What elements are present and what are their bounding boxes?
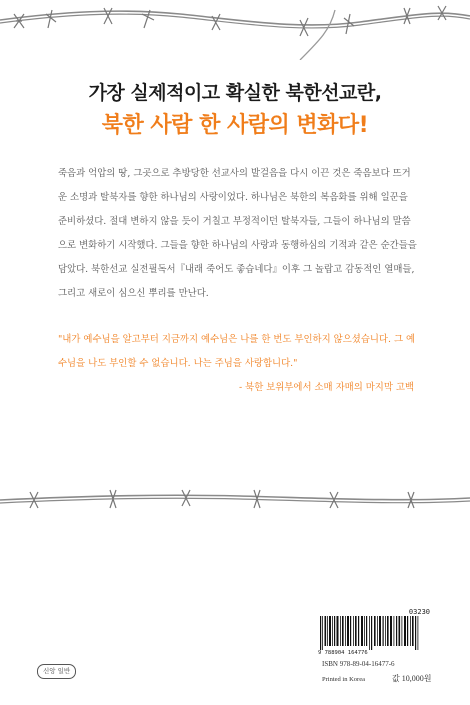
body-line: 운 소명과 탈북자를 향한 하나님의 사랑이었다. 하나님은 북한의 복음화를 위해 일꾼을 <box>58 192 408 203</box>
headline-accent: 북한 사람 한 사람의 변화다! <box>101 113 369 138</box>
body-line: 담았다. 북한선교 실전필독서『내래 죽어도 좋습네다』이후 그 놀랍고 감동적인 열매들, <box>58 264 415 275</box>
category-badge: 신앙 일반 <box>37 664 76 679</box>
isbn-number: ISBN 978-89-04-16477-6 <box>322 660 395 668</box>
barcode-digits: 9 788904 164776 <box>318 650 368 656</box>
quote-line: "내가 예수님을 알고부터 지금까지 예수님은 나를 한 번도 부인하지 않으셨습니다. 그 예 <box>58 334 416 345</box>
barbed-wire-bottom <box>0 470 470 530</box>
body-line: 으로 변화하기 시작했다. 그들을 향한 하나님의 사랑과 동행하심의 기적과 같은 순간들을 <box>58 240 417 251</box>
body-line: 준비하셨다. 절대 변하지 않을 듯이 거칠고 부정적이던 탈북자들, 그들이 하나님의 말씀 <box>58 216 411 227</box>
body-line: 죽음과 억압의 땅, 그곳으로 추방당한 선교사의 발걸음을 다시 이끈 것은 죽음보다 뜨거 <box>58 168 411 179</box>
barbed-wire-top <box>0 0 470 60</box>
barcode-icon <box>318 616 430 650</box>
price-code: 03230 <box>408 608 430 616</box>
quote-source: - 북한 보위부에서 소매 자매의 마지막 고백 <box>238 382 414 393</box>
testimony-quote <box>58 328 420 400</box>
price-label: 값 10,000원 <box>392 674 432 683</box>
body-line: 그리고 새로이 심으신 뿌리를 만난다. <box>58 288 209 299</box>
printed-in: Printed in Korea <box>322 676 365 683</box>
quote-line: 수님을 나도 부인할 수 없습니다. 나는 주님을 사랑합니다." <box>58 358 298 369</box>
body-paragraph <box>58 162 418 306</box>
headline-primary: 가장 실제적이고 확실한 북한선교란, <box>88 82 382 104</box>
